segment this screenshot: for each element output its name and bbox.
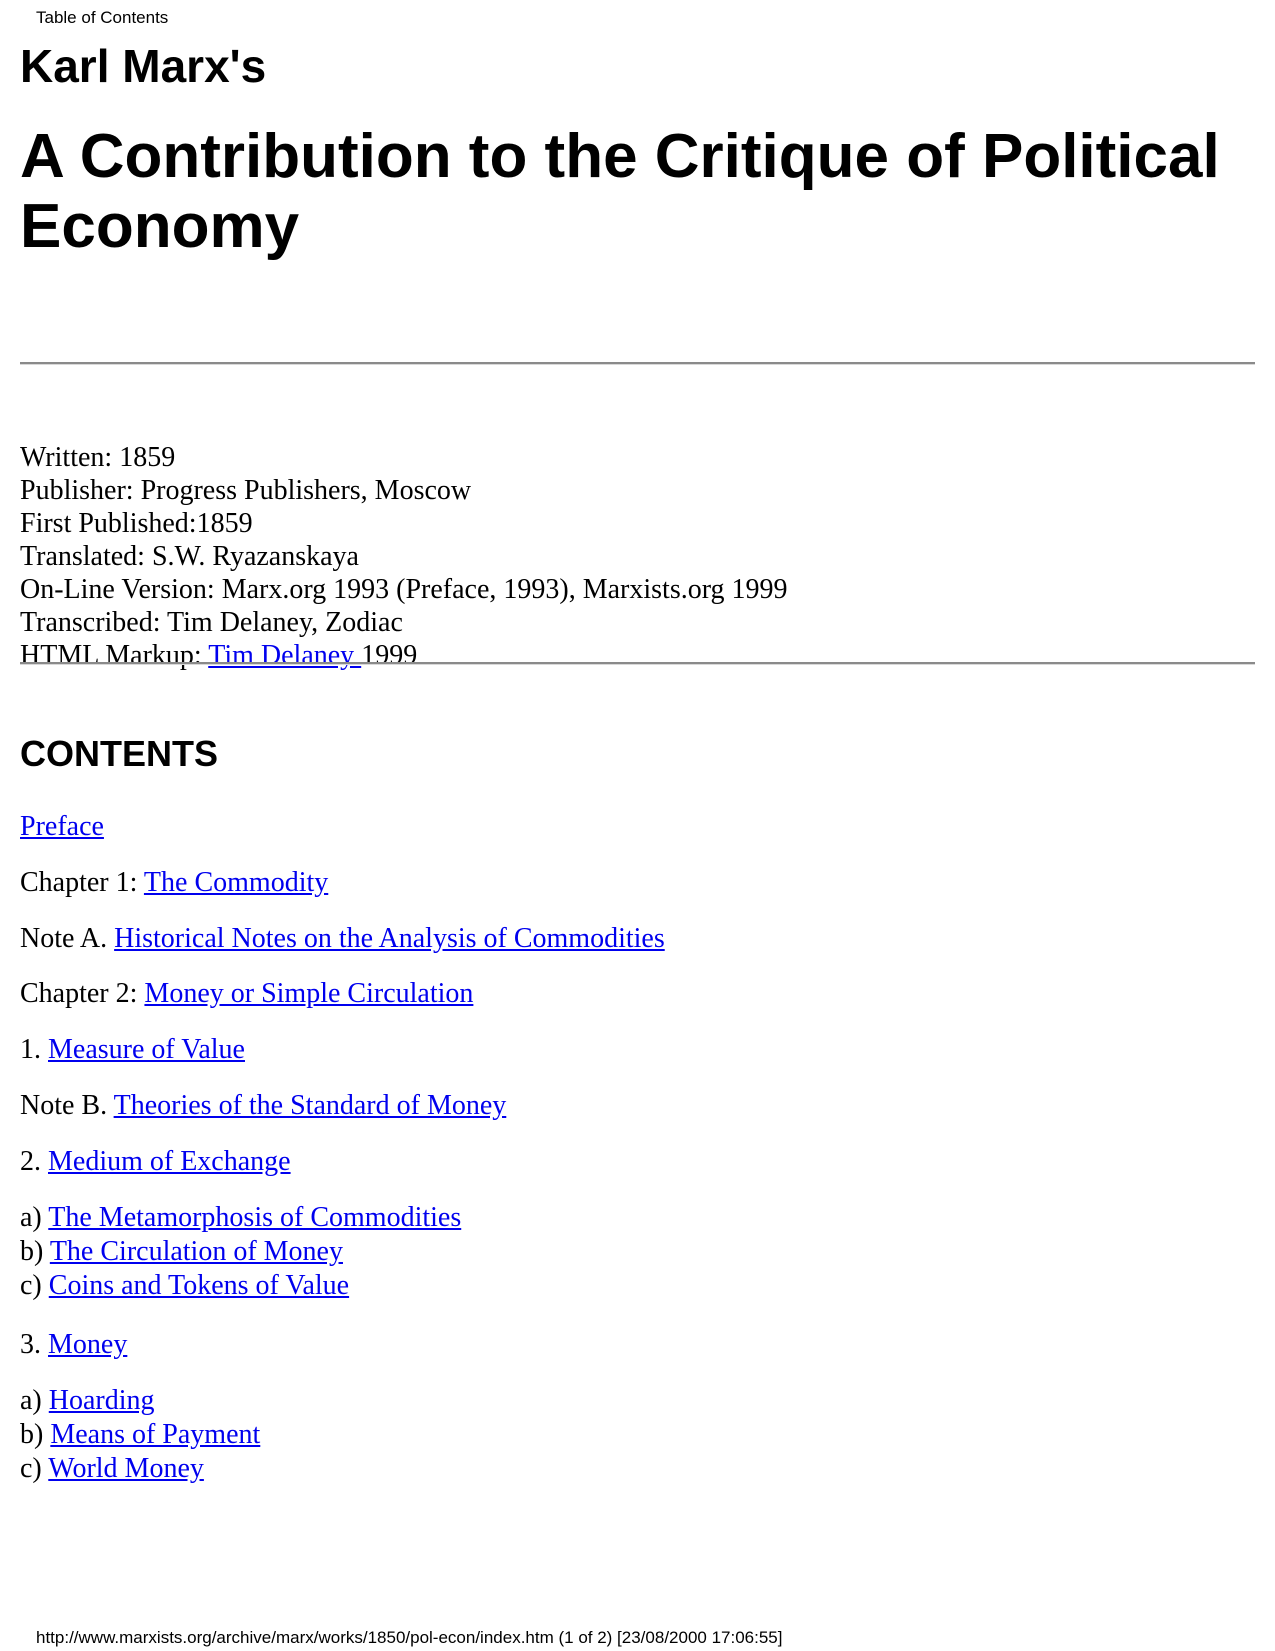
publisher-line [20,474,788,507]
online-version-line [20,573,788,606]
simple-circulation-link[interactable]: Money or Simple Circulation [144,978,474,1009]
html-markup-label: HTML Markup: [20,640,202,671]
print-footer-url: http://www.marxists.org/archive/marx/works/1850/pol-econ/index.htm (1 of 2) [23/08/2000 17:06:55] [36,1628,783,1647]
toc-item-note-b [20,1089,506,1123]
world-money-link[interactable]: World Money [48,1453,204,1484]
markup-author-link[interactable]: Tim Delaney [208,640,362,671]
written-value: 1859 [119,442,176,473]
written-label: Written: [20,442,113,473]
toc-prefix: 3. [20,1329,41,1360]
toc-item-hoarding [20,1384,260,1418]
toc-item-means-of-payment [20,1418,260,1452]
contents-heading: CONTENTS [20,733,218,774]
toc-prefix: 2. [20,1146,41,1177]
preface-link[interactable]: Preface [20,811,104,842]
online-version-label: On-Line Version: [20,574,215,605]
toc-group-money-subsections [20,1384,260,1486]
translated-line [20,540,788,573]
transcribed-value: Tim Delaney, Zodiac [167,607,403,638]
toc-prefix: Chapter 2: [20,978,138,1009]
transcribed-label: Transcribed: [20,607,161,638]
page-title: A Contribution to the Critique of Political Economy [20,122,1220,261]
toc-item-chapter-2 [20,977,473,1011]
author-heading: Karl Marx's [20,40,267,92]
written-line [20,441,788,474]
toc-prefix: b) [20,1236,44,1267]
html-markup-line [20,639,788,672]
html-markup-year: 1999 [361,640,418,671]
commodity-link[interactable]: The Commodity [143,867,329,898]
first-published-label: First Published: [20,508,197,539]
online-version-value: Marx.org 1993 (Preface, 1993), Marxists.org 1999 [221,574,788,605]
hoarding-link[interactable]: Hoarding [48,1385,155,1416]
toc-prefix: Chapter 1: [20,867,138,898]
money-link[interactable]: Money [48,1329,128,1360]
toc-item-world-money [20,1452,260,1486]
publication-info [20,441,788,672]
toc-item-medium-of-exchange [20,1145,291,1179]
translated-value: S.W. Ryazanskaya [151,541,359,572]
coins-and-tokens-link[interactable]: Coins and Tokens of Value [48,1270,350,1301]
first-published-line [20,507,788,540]
toc-item-metamorphosis [20,1201,461,1235]
toc-item-preface [20,810,104,844]
toc-item-note-a [20,922,665,956]
middle-divider [20,662,1255,665]
toc-group-medium-subsections [20,1201,461,1303]
toc-prefix: c) [20,1453,42,1484]
transcribed-line [20,606,788,639]
toc-prefix: 1. [20,1034,41,1065]
toc-prefix: a) [20,1202,42,1233]
toc-prefix: Note A. [20,923,108,954]
toc-item-measure-of-value [20,1033,245,1067]
toc-prefix: c) [20,1270,42,1301]
toc-item-money [20,1328,127,1362]
toc-item-coins-and-tokens [20,1269,461,1303]
circulation-of-money-link[interactable]: The Circulation of Money [49,1236,343,1267]
toc-item-chapter-1 [20,866,328,900]
metamorphosis-link[interactable]: The Metamorphosis of Commodities [48,1202,462,1233]
publisher-label: Publisher: [20,475,134,506]
measure-of-value-link[interactable]: Measure of Value [48,1034,245,1065]
translated-label: Translated: [20,541,145,572]
medium-of-exchange-link[interactable]: Medium of Exchange [48,1146,291,1177]
toc-prefix: Note B. [20,1090,108,1121]
toc-prefix: b) [20,1419,44,1450]
print-header: Table of Contents [36,8,169,27]
first-published-value: 1859 [196,508,253,539]
historical-notes-link[interactable]: Historical Notes on the Analysis of Commodities [114,923,665,954]
toc-prefix: a) [20,1385,42,1416]
standard-of-money-link[interactable]: Theories of the Standard of Money [113,1090,507,1121]
publisher-value: Progress Publishers, Moscow [140,475,472,506]
toc-item-circulation-of-money [20,1235,461,1269]
top-divider [20,362,1255,365]
means-of-payment-link[interactable]: Means of Payment [50,1419,261,1450]
